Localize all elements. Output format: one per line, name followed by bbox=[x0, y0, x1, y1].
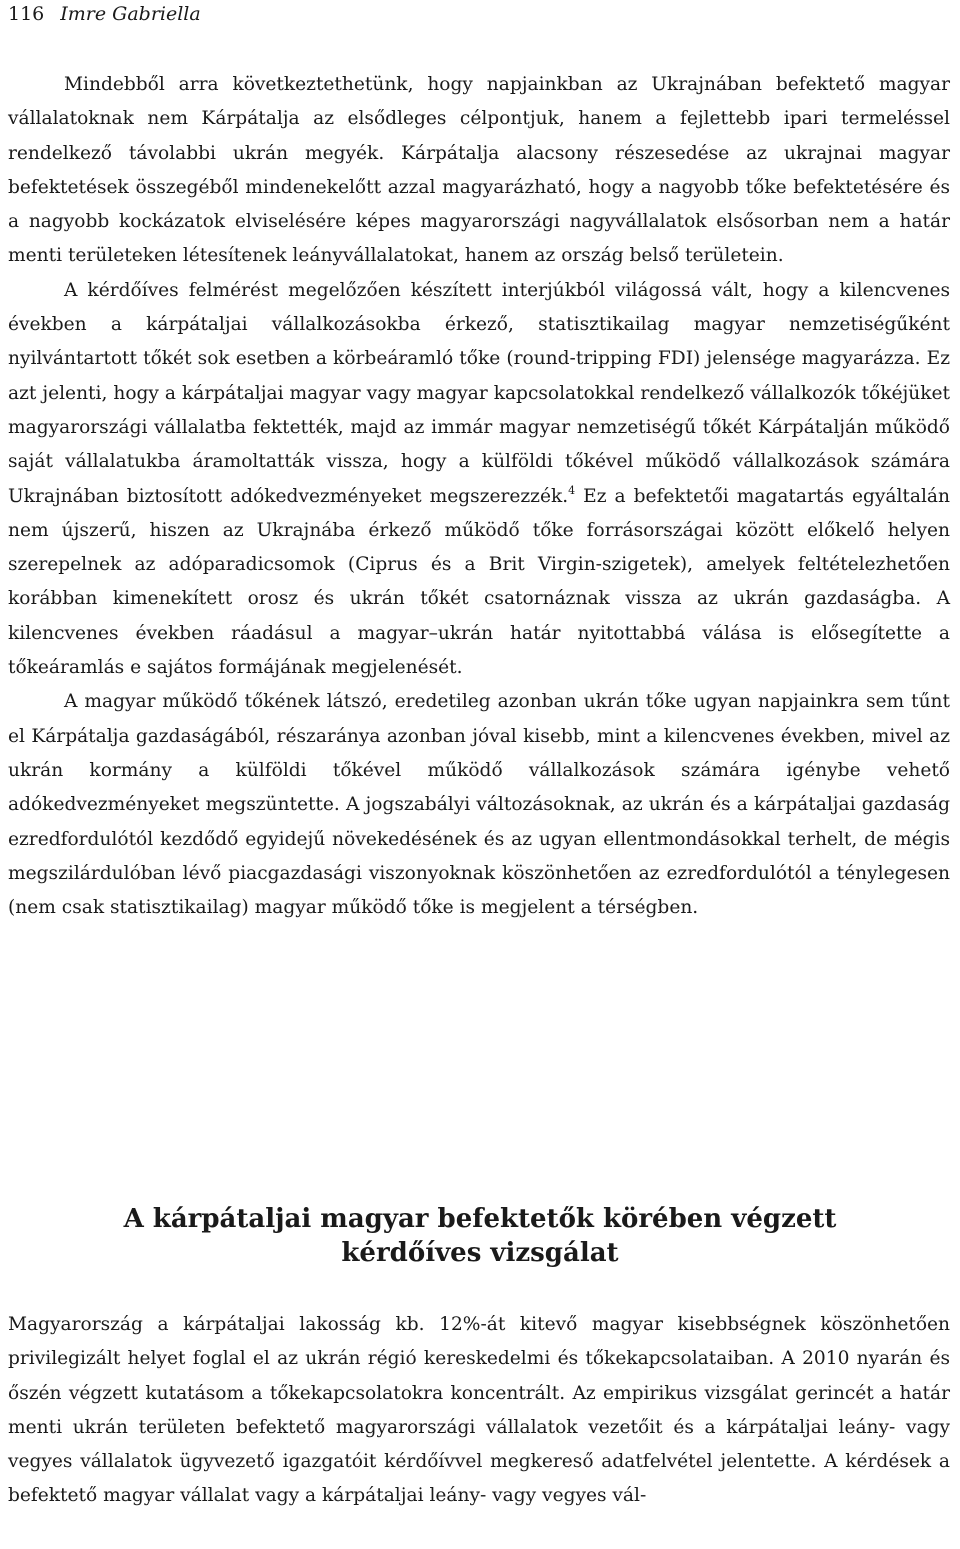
paragraph-text: A kérdőíves felmérést megelőzően készített interjúkból világossá vált, hogy a kilencvenes években a kárpátaljai vállalkozásokba érkező, statisztikailag magyar nemzetiségűként nyilvántartott tőkét sok esetben a körbeáramló tőke (round-tripping FDI) jelensége magyarázza. Ez azt jelenti, hogy a kárpátaljai magyar vagy magyar kapcsolatokkal rendelkező vállalkozók tőkéjüket magyarországi vállalatba fektették, majd az immár magyar nemzetiségű tőkét Kárpátalján működő saját vállalatukba áramoltatták vissza, hogy a külföldi tőkével működő vállalkozások számára Ukrajnában biztosított adókedvezményeket megszerezzék. bbox=[8, 279, 950, 507]
paragraph bbox=[8, 274, 950, 686]
section-body-text bbox=[8, 1308, 950, 1514]
section-heading bbox=[60, 1202, 900, 1270]
section-heading-line: A kárpátaljai magyar befektetők körében végzett bbox=[123, 1204, 837, 1234]
section-heading-line: kérdőíves vizsgálat bbox=[341, 1238, 619, 1268]
page-number: 116 bbox=[8, 3, 45, 25]
running-head bbox=[8, 2, 201, 26]
running-head-author: Imre Gabriella bbox=[60, 3, 201, 25]
paragraph: A magyar működő tőkének látszó, eredetileg azonban ukrán tőke ugyan napjainkra sem tűnt el Kárpátalja gazdaságából, részaránya azonban jóval kisebb, mint a kilencvenes években, mivel az ukrán kormány a külföldi tőkével működő vállalkozások számára igénybe vehető adókedvezményeket megszüntette. A jogszabályi változásoknak, az ukrán és a kárpátaljai gazdaság ezredfordulótól kezdődő egyidejű növekedésének és az ugyan ellentmondásokkal terhelt, de mégis megszilárdulóban lévő piacgazdasági viszonyoknak köszönhetően az ezredfordulótól a ténylegesen (nem csak statisztikailag) magyar működő tőke is megjelent a térségben. bbox=[8, 691, 950, 919]
paragraph: Magyarország a kárpátaljai lakosság kb. 12%-át kitevő magyar kisebbségnek köszönhetően privilegizált helyet foglal el az ukrán régió kereskedelmi és tőkekapcsolataiban. A 2010 nyarán és őszén végzett kutatásom a tőkekapcsolatokra koncentrált. Az empirikus vizsgálat gerincét a határ menti ukrán területen befektető magyarországi vállalatok vezetőit és a kárpátaljai leány- vagy vegyes vállalatok ügyvezető igazgatóit kérdőívvel megkereső adatfelvétel jelentette. A kérdések a befektető magyar vállalat vagy a kárpátaljai leány- vagy vegyes vál- bbox=[8, 1314, 950, 1507]
footnote-marker[interactable]: 4 bbox=[568, 483, 576, 497]
paragraph: Mindebből arra következtethetünk, hogy napjainkban az Ukrajnában befektető magyar vállalatoknak nem Kárpátalja az elsődleges célpontjuk, hanem a fejlettebb ipari termeléssel rendelkező távolabbi ukrán megyék. Kárpátalja alacsony részesedése az ukrajnai magyar befektetések összegéből mindenekelőtt azzal magyarázható, hogy a nagyobb tőke befektetésére és a nagyobb kockázatok elviselésére képes magyarországi nagyvállalatok elsősorban nem a határ menti területeken létesítenek leányvállalatokat, hanem az ország belső területein. bbox=[8, 74, 950, 267]
paragraph-text: Ez a befektetői magatartás egyáltalán nem újszerű, hiszen az Ukrajnába érkező működő tőke forrásországai között előkelő helyen szerepelnek az adóparadicsomok (Ciprus és a Brit Virgin-szigetek), amelyek feltételezhetően korábban kimenekített orosz és ukrán tőkét csatornáznak vissza az ukrán gazdaságba. A kilencvenes években ráadásul a magyar–ukrán határ nyitottabbá válása is elősegítette a tőkeáramlás e sajátos formájának megjelenését. bbox=[8, 485, 950, 679]
body-text bbox=[8, 68, 950, 925]
